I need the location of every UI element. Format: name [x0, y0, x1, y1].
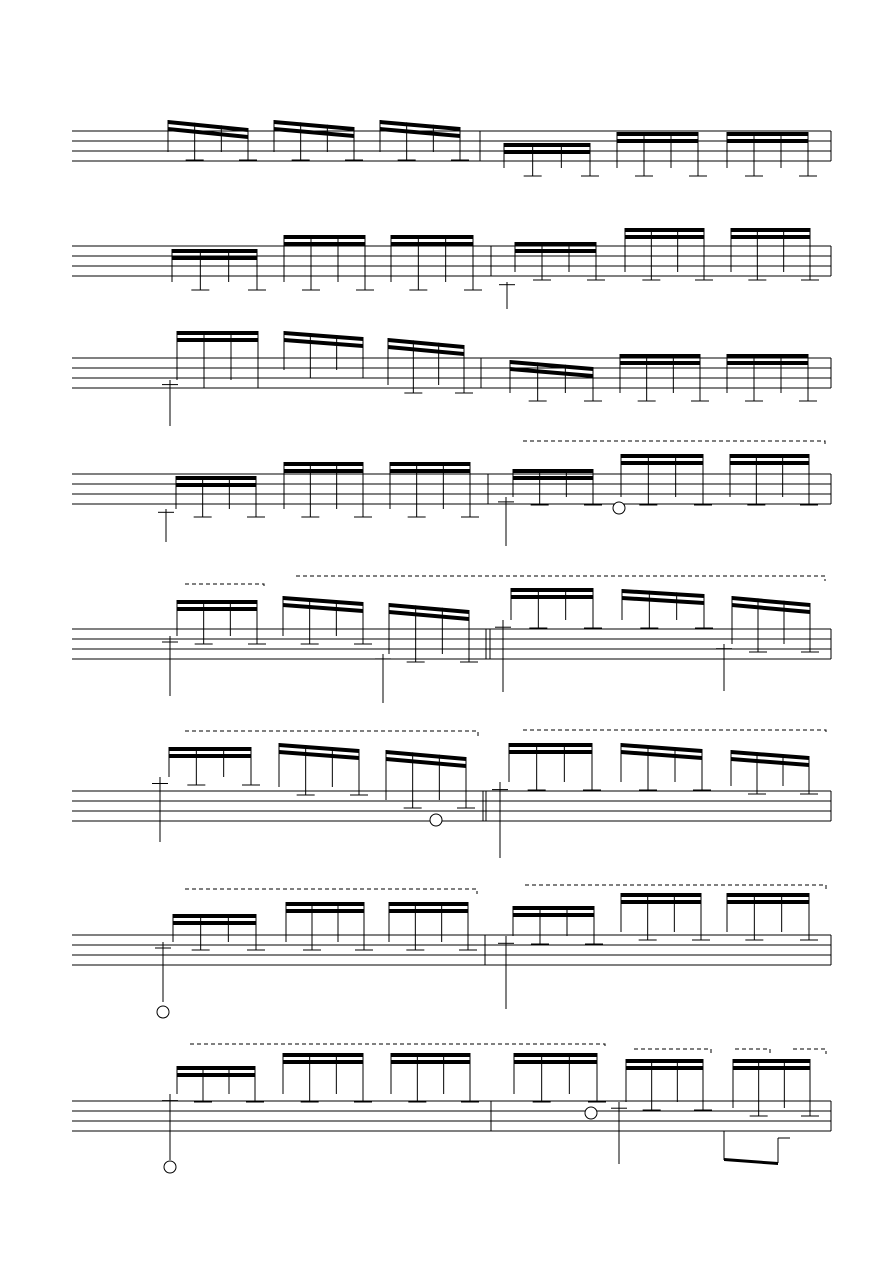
- dashed-bracket: [793, 1049, 826, 1054]
- beam: [504, 150, 590, 154]
- beam: [177, 331, 258, 335]
- beamed-note-group: [283, 596, 372, 644]
- beamed-note-group: [274, 120, 363, 160]
- dashed-bracket: [523, 441, 825, 446]
- beam: [513, 476, 593, 480]
- dashed-bracket: [185, 889, 477, 894]
- music-system: [72, 1044, 831, 1173]
- beam: [733, 1066, 810, 1070]
- beamed-note-group: [389, 603, 478, 662]
- dashed-bracket: [523, 730, 826, 735]
- beam: [622, 589, 704, 598]
- beam: [626, 1066, 703, 1070]
- beam: [511, 595, 593, 599]
- beam: [169, 747, 251, 751]
- beamed-note-group: [168, 120, 257, 160]
- music-system: [72, 120, 831, 176]
- beam: [730, 461, 809, 465]
- open-note-head: [157, 1006, 169, 1018]
- beamed-note-group: [621, 893, 710, 940]
- beamed-note-group: [391, 1053, 479, 1102]
- beamed-note-group: [177, 600, 266, 644]
- beamed-note-group: [510, 360, 602, 401]
- beam: [621, 900, 701, 904]
- beamed-note-group: [284, 331, 372, 378]
- beam: [617, 132, 698, 136]
- beam: [389, 902, 468, 906]
- dashed-bracket: [735, 1049, 770, 1054]
- beamed-note-group: [511, 588, 602, 628]
- beamed-note-group: [390, 462, 479, 517]
- beam: [727, 893, 809, 897]
- music-system: [72, 576, 831, 703]
- beamed-note-group: [177, 1066, 264, 1102]
- beam: [620, 354, 700, 358]
- beam: [625, 235, 704, 239]
- beam: [504, 143, 590, 147]
- beam: [730, 454, 809, 458]
- beamed-note-group: [617, 132, 707, 176]
- beam: [172, 249, 257, 253]
- beamed-note-group: [176, 476, 265, 517]
- beam: [621, 893, 701, 897]
- open-note-head: [430, 814, 442, 826]
- beam: [514, 1053, 597, 1057]
- beam: [727, 900, 809, 904]
- beam: [176, 483, 256, 487]
- beamed-note-group: [389, 902, 477, 950]
- open-note-head: [613, 502, 625, 514]
- beamed-note-group: [279, 743, 368, 795]
- beam: [391, 1053, 470, 1057]
- dashed-bracket: [185, 584, 264, 589]
- beam: [177, 1073, 255, 1077]
- beam: [283, 1053, 363, 1057]
- beam: [390, 469, 470, 473]
- beamed-note-group: [621, 743, 711, 790]
- beam: [727, 354, 808, 358]
- beam: [513, 469, 593, 473]
- beam: [621, 461, 703, 465]
- beam: [515, 249, 596, 253]
- beamed-note-group: [169, 747, 260, 785]
- dashed-bracket: [185, 731, 478, 736]
- beamed-note-group: [172, 249, 266, 290]
- beam: [284, 469, 363, 473]
- beam: [284, 462, 363, 466]
- beamed-note-group: [391, 235, 482, 290]
- dashed-bracket: [296, 576, 825, 581]
- beam: [177, 600, 257, 604]
- dashed-bracket: [634, 1049, 711, 1054]
- music-system: [72, 885, 831, 1018]
- beamed-note-group: [380, 120, 469, 160]
- beam: [625, 228, 704, 232]
- beam: [626, 1059, 703, 1063]
- beam: [513, 913, 594, 917]
- beam: [173, 914, 256, 918]
- beamed-note-group: [727, 132, 817, 176]
- dashed-bracket: [525, 885, 826, 890]
- beamed-note-group: [388, 338, 473, 393]
- beamed-note-group: [386, 750, 475, 808]
- beamed-note-group: [509, 743, 601, 790]
- beam: [283, 1060, 363, 1064]
- music-system: [72, 228, 831, 309]
- beam: [391, 242, 473, 246]
- beam: [286, 909, 364, 913]
- music-system: [72, 441, 831, 546]
- beam: [514, 1060, 597, 1064]
- beam: [509, 750, 592, 754]
- beam: [390, 462, 470, 466]
- beam: [731, 228, 810, 232]
- beam: [391, 1060, 470, 1064]
- beamed-note-group: [732, 596, 819, 652]
- beam: [509, 743, 592, 747]
- beamed-note-group: [730, 454, 818, 505]
- beamed-note-group: [177, 331, 267, 388]
- beamed-note-group: [515, 242, 605, 280]
- beam: [169, 754, 251, 758]
- beamed-note-group: [504, 143, 599, 176]
- beam: [173, 921, 256, 925]
- beam: [733, 1059, 810, 1063]
- beam: [727, 139, 808, 143]
- beamed-note-group: [731, 228, 819, 280]
- dashed-bracket: [190, 1044, 605, 1049]
- beamed-note-group: [284, 235, 374, 290]
- beam: [622, 596, 704, 605]
- beam: [284, 242, 365, 246]
- beamed-note-group: [731, 750, 818, 794]
- beam: [727, 361, 808, 365]
- beamed-note-group: [622, 589, 713, 628]
- beam: [724, 1158, 778, 1165]
- beamed-note-group: [727, 893, 818, 940]
- open-note-head: [585, 1107, 597, 1119]
- beam: [620, 361, 700, 365]
- beamed-note-group: [626, 1059, 712, 1110]
- beam: [515, 242, 596, 246]
- beamed-note-group: [283, 1053, 372, 1102]
- beamed-note-group: [284, 462, 372, 517]
- beam: [286, 902, 364, 906]
- beam: [389, 909, 468, 913]
- beam: [513, 906, 594, 910]
- beam: [177, 607, 257, 611]
- beam: [172, 256, 257, 260]
- beam: [511, 588, 593, 592]
- beam: [617, 139, 698, 143]
- beamed-note-group: [514, 1053, 606, 1102]
- open-note-head: [164, 1161, 176, 1173]
- music-system: [72, 730, 831, 858]
- beam: [621, 454, 703, 458]
- beam: [284, 235, 365, 239]
- beam: [177, 1066, 255, 1070]
- beam: [391, 235, 473, 239]
- music-system: [72, 331, 831, 426]
- beam: [176, 476, 256, 480]
- beamed-note-group: [625, 228, 713, 280]
- beam: [177, 338, 258, 342]
- beamed-note-group: [733, 1059, 819, 1116]
- beamed-note-group: [621, 454, 712, 505]
- beam: [727, 132, 808, 136]
- beamed-note-group: [286, 902, 373, 950]
- beam: [731, 235, 810, 239]
- beamed-note-group: [513, 906, 603, 944]
